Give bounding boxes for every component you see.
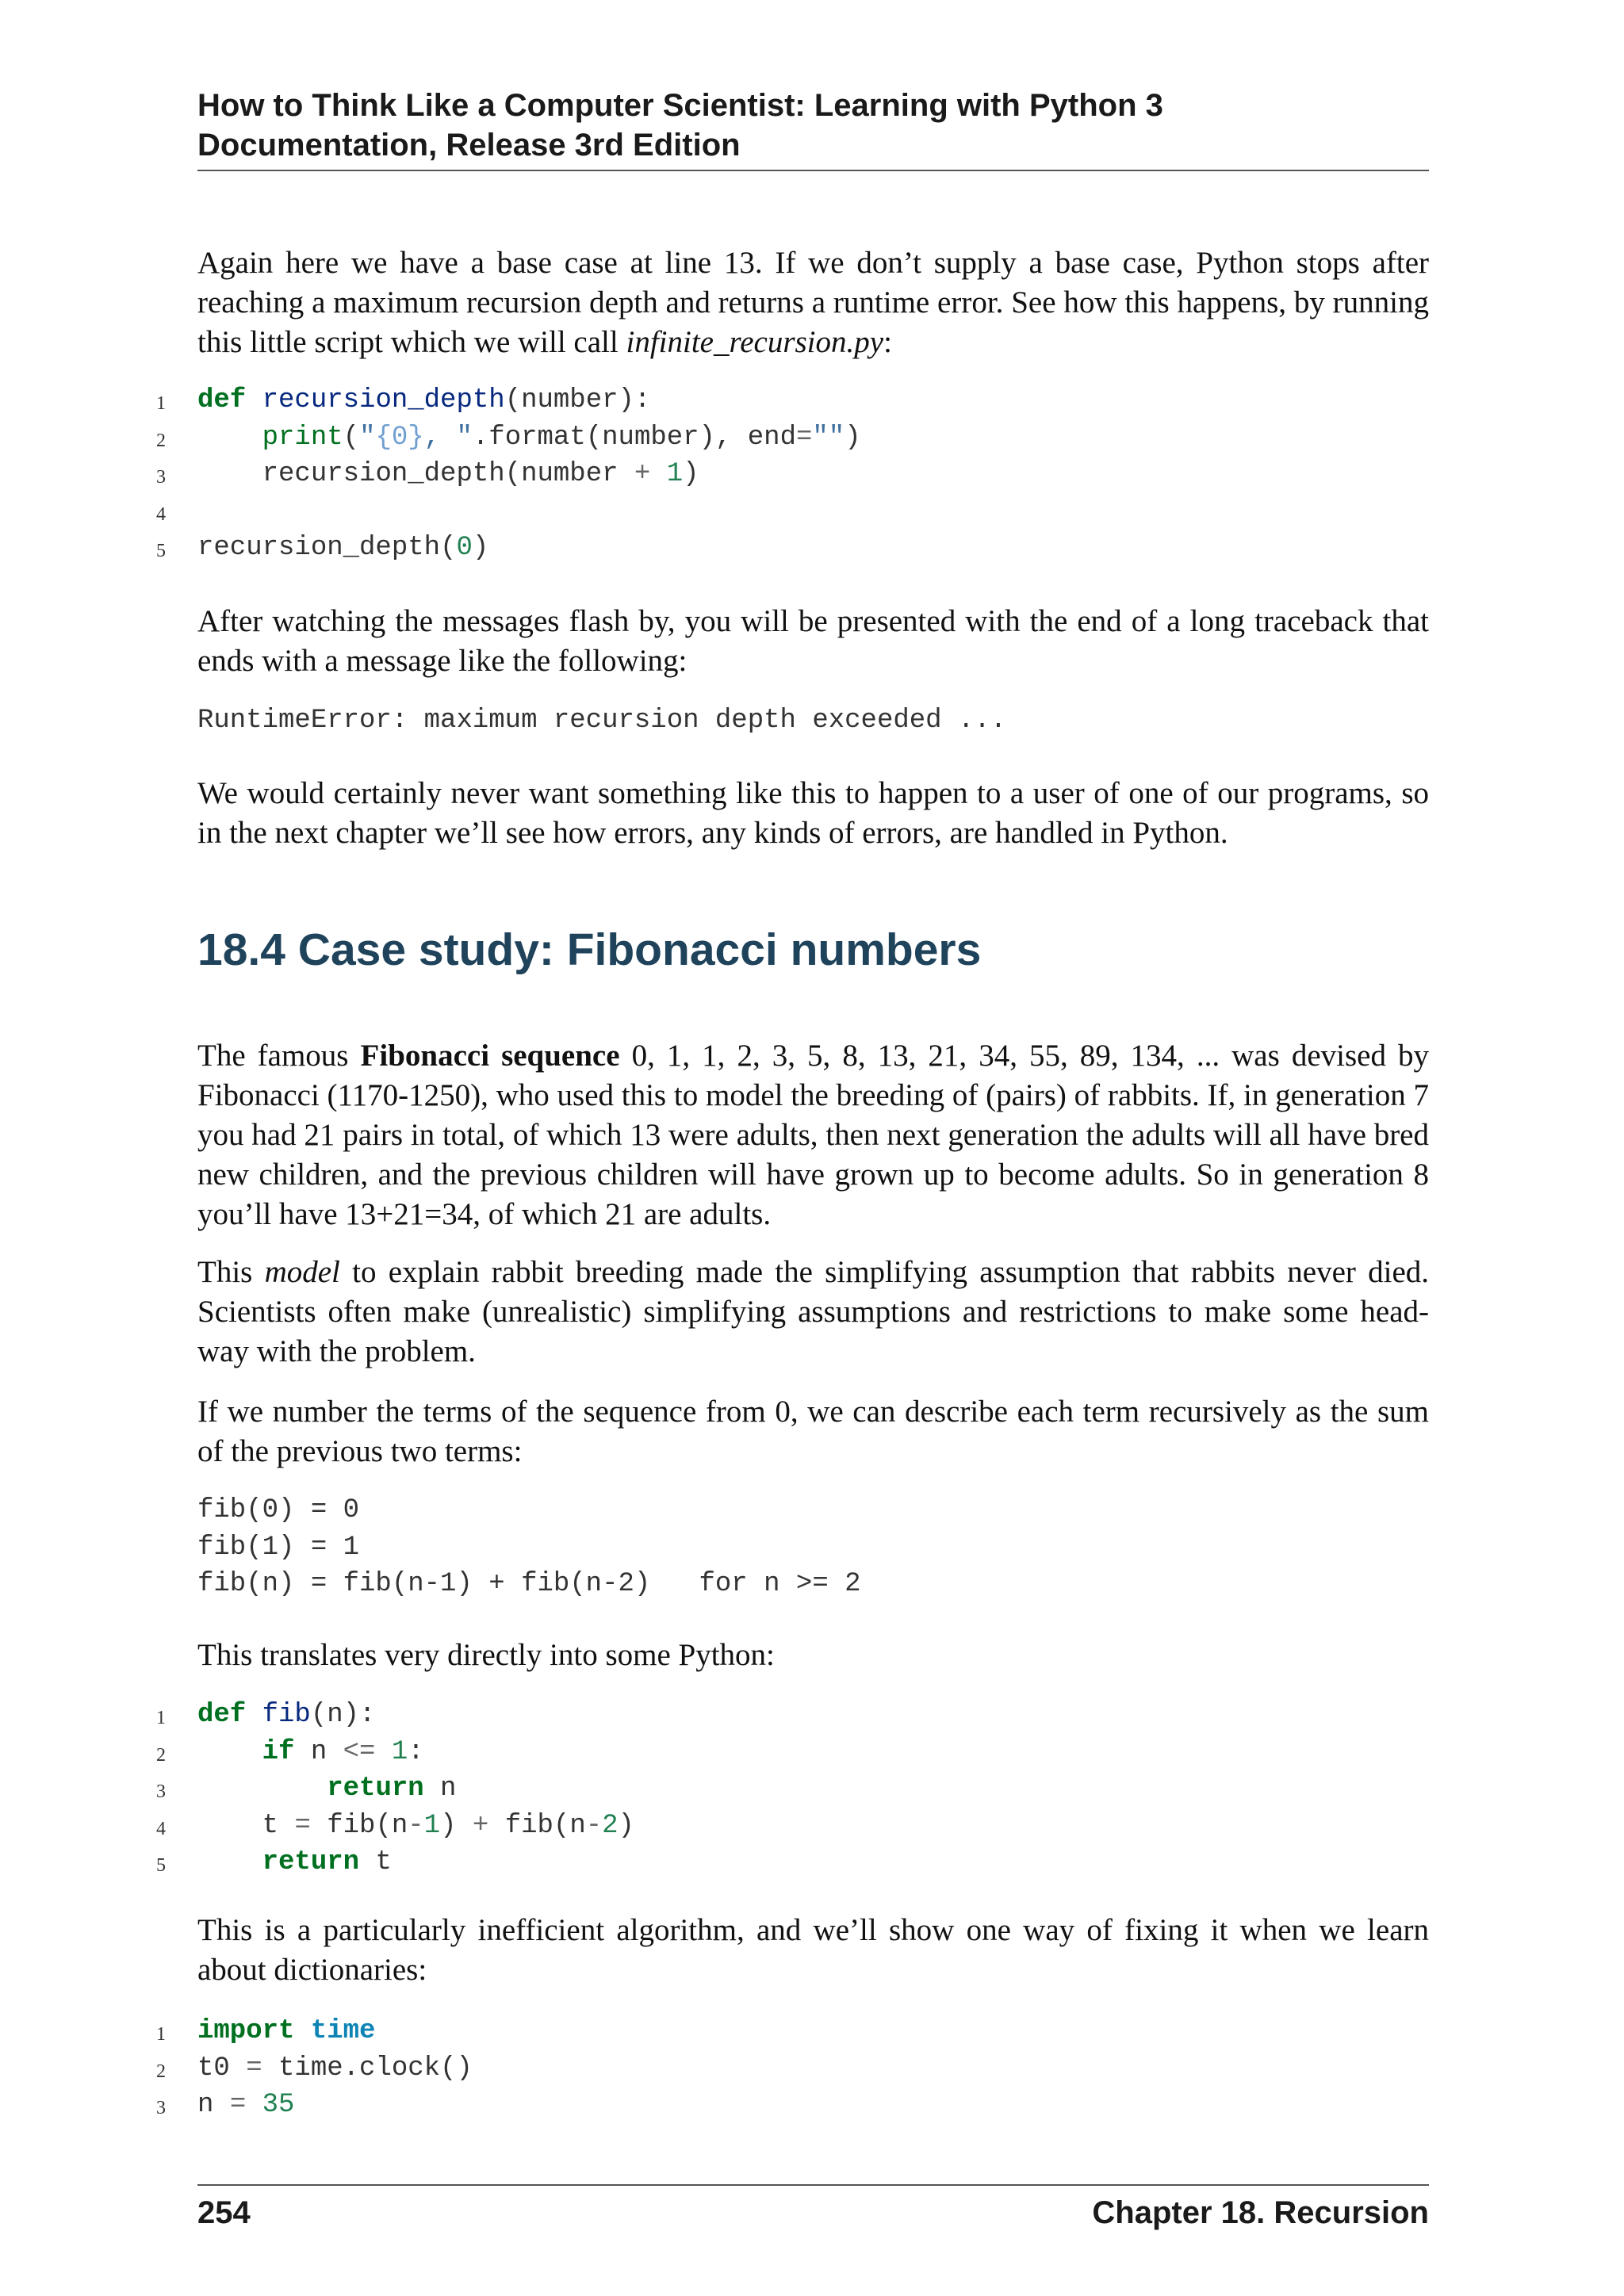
code-line: 2 if n <= 1: [156, 1736, 424, 1767]
chapter-title: Chapter 18. Recursion [1092, 2195, 1429, 2230]
paragraph-errors: We would certainly never want something like this to happen to a user of one of our programs, so in the next chapter we’ll see how errors, any kinds of errors, are handled in Python. [197, 776, 1429, 850]
error-line: RuntimeError: maximum recursion depth exceeded ... [197, 706, 1007, 736]
footer-rule [197, 2184, 1429, 2186]
fibonacci-definition-block [197, 1492, 1429, 1603]
section-heading: 18.4 Case study: Fibonacci numbers [197, 924, 982, 975]
filename-infinite-recursion: infinite_recursion.py [626, 325, 884, 359]
code-line: 4 [156, 503, 166, 525]
code-line: 3 recursion_depth(number + 1) [156, 459, 699, 489]
code-line: 1 def recursion_depth(number): [156, 385, 651, 415]
definition-line: fib(0) = 0 [197, 1495, 360, 1525]
paragraph-fibonacci-sequence: The famous Fibonacci sequence 0, 1, 1, 2, 3, 5, 8, 13, 21, 34, 55, 89, 134, ... was devised by Fibonacci (1170-1250), who used this to model the breeding of (pairs) of rabbits. If, in generation 7 you had 21 pairs in total, of which 13 were adults, then next generation the adults will all have bred new children, and the previous children will have grown up to become adults. So in generation 8 you’ll have 13+21=34, of which 21 are adults. [197, 1039, 1429, 1231]
paragraph-inefficient: This is a particularly inefficient algorithm, and we’ll show one way of fixing it when we learn about dictionaries: [197, 1913, 1429, 1987]
code-block-timing [156, 2013, 1429, 2124]
running-header [197, 86, 1429, 165]
code-block-recursion-depth [156, 382, 1429, 567]
paragraph-traceback: After watching the messages flash by, you will be presented with the end of a long traceback that ends with a message like the following: [197, 604, 1429, 678]
header-rule [197, 170, 1429, 171]
code-line: 4 t = fib(n-1) + fib(n-2) [156, 1810, 634, 1841]
code-line: 1 import time [156, 2016, 376, 2046]
code-line: 2 print("{0}, ".format(number), end="") [156, 422, 861, 453]
paragraph-recursive-terms: If we number the terms of the sequence from 0, we can describe each term recursively as the sum of the previous two terms: [197, 1395, 1429, 1468]
code-line: 1 def fib(n): [156, 1700, 376, 1730]
paragraph-translates: This translates very directly into some Python: [197, 1638, 775, 1672]
header-line-2: Documentation, Release 3rd Edition [197, 128, 741, 163]
page-number: 254 [197, 2195, 251, 2230]
term-fibonacci-sequence: Fibonacci sequence [360, 1039, 620, 1073]
error-message-block [197, 702, 1429, 740]
header-line-1: How to Think Like a Computer Scientist: Learning with Python 3 [197, 88, 1163, 123]
definition-line: fib(1) = 1 [197, 1532, 360, 1563]
definition-line: fib(n) = fib(n-1) + fib(n-2) for n >= 2 [197, 1569, 861, 1599]
code-line: 3 n = 35 [156, 2090, 295, 2120]
code-line: 5 return t [156, 1847, 392, 1877]
code-line: 5 recursion_depth(0) [156, 533, 489, 563]
code-block-fib [156, 1697, 1429, 1881]
code-line: 3 return n [156, 1774, 457, 1804]
paragraph-model: This model to explain rabbit breeding made the simplifying assumption that rabbits never died. Scientists often make (unrealistic) simplifying assumptions and restrictions to make some head-way with the problem. [197, 1255, 1429, 1368]
page-footer [197, 2193, 1429, 2233]
term-model: model [264, 1255, 340, 1289]
code-line: 2 t0 = time.clock() [156, 2053, 473, 2084]
paragraph-base-case: Again here we have a base case at line 13. If we don’t supply a base case, Python stops after reaching a maximum recursion depth and returns a runtime error. See how this happens, by running this little script which we will call infinite_recursion.py: [197, 246, 1429, 359]
